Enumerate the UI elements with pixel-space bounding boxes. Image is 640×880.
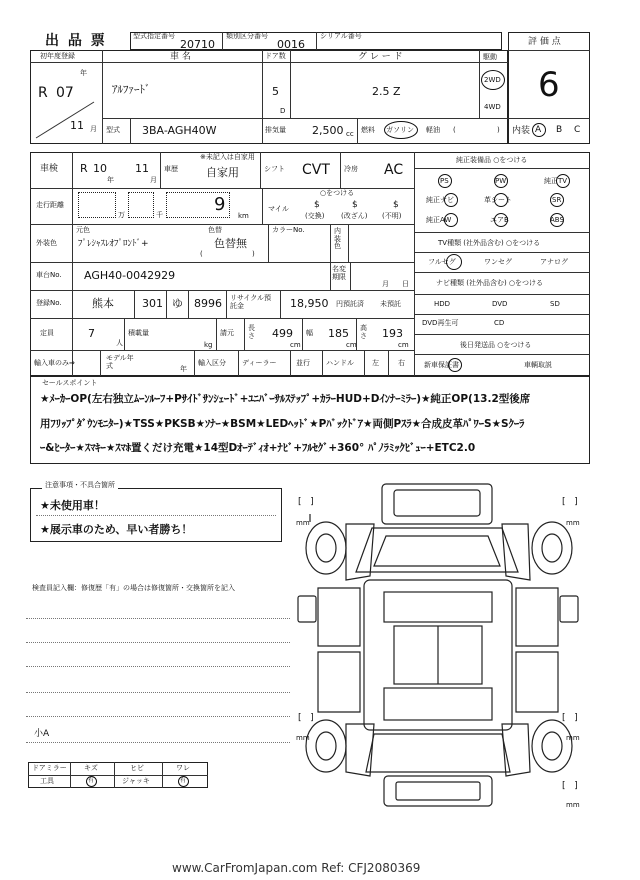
first-reg-era: R — [38, 85, 48, 101]
diagram-mm-fl: mm — [296, 519, 310, 527]
note-line-1: ★未使用車！ — [40, 499, 105, 512]
mileage-man: 万 — [118, 211, 125, 219]
capacity-unit: 人 — [116, 339, 123, 347]
footer-watermark: www.CarFromJapan.com Ref: CFJ2080369 — [172, 861, 421, 875]
diagram-mm-rr: mm — [566, 734, 580, 742]
inspector-note: 小A — [34, 729, 50, 739]
category-label: 類別区分番号 — [226, 32, 268, 40]
docs-label: 後日発送品 ○をつける — [460, 341, 532, 349]
equip-oem-tv: 純正TV — [544, 177, 568, 185]
reg-area: 熊本 — [92, 297, 114, 310]
interior-grade-c: C — [574, 125, 581, 135]
mileage-sen: 千 — [156, 211, 163, 219]
import-dealer: ディーラー — [242, 359, 277, 367]
first-reg-label: 初年度登録 — [40, 52, 75, 60]
diagram-mm-spare: mm — [566, 801, 580, 809]
color-no-label: カラーNo. — [272, 226, 305, 234]
color-code-label: 色替 — [208, 226, 222, 234]
length-value: 499 — [272, 327, 293, 340]
mileage-unknown: (不明) — [382, 212, 402, 220]
model-label: 型式 — [106, 126, 120, 134]
equip-sr: SR — [552, 196, 562, 204]
legend-jack-yes: 有 — [180, 777, 187, 784]
drive-4wd: 4WD — [484, 103, 501, 111]
grade-label: グ レ ー ド — [358, 52, 403, 62]
width-label: 幅 — [306, 329, 313, 337]
name-change-month: 月 — [382, 280, 389, 288]
car-name: ｱﾙﾌｧｰﾄﾞ — [112, 83, 151, 96]
first-reg-year-unit: 年 — [80, 69, 87, 77]
navi-sd: SD — [550, 300, 560, 308]
chassis-number: AGH40-0042929 — [84, 269, 176, 282]
model-year-unit: 年 — [180, 365, 187, 373]
width-value: 185 — [328, 327, 349, 340]
navi-cd: CD — [494, 319, 505, 327]
inspection-era: R — [80, 162, 88, 175]
interior-color-label: 内装色 — [334, 227, 341, 251]
claim-label: 請元 — [220, 329, 234, 337]
grade-value: 2.5 Z — [372, 85, 401, 98]
reg-number: 8996 — [194, 297, 222, 310]
doors-label: ドア数 — [265, 52, 286, 60]
recycle-unpaid: 未預託 — [380, 300, 401, 308]
sheet-title: 出 品 票 — [45, 33, 107, 49]
load-unit: kg — [204, 341, 213, 349]
navi-dvd-play: DVD再生可 — [422, 319, 459, 327]
legend-scratch: キズ — [84, 764, 98, 772]
diagram-bracket-rr: [ ] — [562, 713, 578, 723]
tv-fullseg: フルセグ — [428, 258, 456, 266]
score-value: 6 — [538, 65, 560, 105]
length-label: 長さ — [248, 324, 255, 340]
doors-value: 5 — [272, 85, 279, 98]
chassis-label: 車台No. — [36, 271, 62, 279]
diagram-bracket-fl: [ ] — [298, 497, 314, 507]
diagram-mm-rl: mm — [296, 734, 310, 742]
handle-right: 右 — [398, 359, 405, 367]
name-change-label: 名変期限 — [332, 265, 346, 281]
model-code: 3BA-AGH40W — [142, 124, 217, 137]
color-label: 外装色 — [36, 239, 57, 247]
legend-crack: ヒビ — [130, 764, 144, 772]
diagram-bracket-spare: [ ] — [562, 781, 578, 791]
reg-class: 301 — [142, 297, 163, 310]
mileage-value: 9 — [214, 194, 226, 215]
shift-value: CVT — [302, 162, 330, 178]
navi-hdd: HDD — [434, 300, 451, 308]
fuel-label: 燃料 — [361, 126, 375, 134]
height-label: 高さ — [360, 324, 367, 340]
handle-label: ハンドル — [326, 359, 354, 367]
length-unit: cm — [290, 341, 301, 349]
handle-left: 左 — [372, 359, 379, 367]
inspector-label: 検査員記入欄：修復歴「有」の場合は修復箇所・交換箇所を記入 — [32, 584, 235, 592]
sales-line-3: ｰ&ﾋｰﾀｰ★ｽﾏｷｰ★ｽﾏﾎ置くだけ充電★14型Dｵｰﾃﾞｨｵ+ﾅﾋﾞ+ﾌﾙｾｸﾞ+360° ﾊﾟﾉﾗﾐｯｸﾋﾞｭｰ+ETC2.0 — [40, 442, 476, 454]
oem-equipment-label: 純正装備品 ○をつける — [456, 156, 528, 164]
notes-label: 注意事項・不具合箇所 — [42, 482, 118, 489]
inspection-month-unit: 月 — [150, 176, 157, 184]
equip-ps: PS — [440, 177, 449, 185]
navi-dvd: DVD — [492, 300, 508, 308]
equip-oem-navi: 純正ナビ — [426, 196, 454, 204]
car-name-label: 車 名 — [170, 52, 191, 62]
legend-tools-yes: 有 — [88, 777, 95, 784]
inspection-month: 11 — [135, 162, 149, 175]
docs-warranty: 新車保証書 — [424, 361, 459, 369]
legend-tools: 工具 — [40, 777, 54, 785]
interior-grade-a: A — [535, 125, 542, 135]
sales-points-label: セールスポイント — [42, 379, 98, 387]
inspection-year-unit: 年 — [107, 176, 114, 184]
shift-label: シフト — [264, 165, 285, 173]
diagram-bracket-fr: [ ] — [562, 497, 578, 507]
docs-manual: 車輌取説 — [524, 361, 552, 369]
diagram-bracket-rl: [ ] — [298, 713, 314, 723]
fuel-value: ガソリン — [386, 126, 414, 134]
history-value: 自家用 — [206, 166, 239, 179]
first-reg-year: 07 — [56, 85, 74, 101]
equip-airbag: エアB — [490, 216, 509, 224]
interior-label: 内装 — [512, 126, 531, 136]
type-cert-label: 型式指定番号 — [133, 32, 175, 40]
recycle-label: リサイクル預託金 — [230, 294, 272, 311]
height-unit: cm — [398, 341, 409, 349]
mileage-circle-note: ○をつける — [320, 189, 355, 197]
capacity-label: 定員 — [40, 329, 54, 337]
width-unit: cm — [346, 341, 357, 349]
color-changed: 色替無 — [214, 237, 247, 250]
score-label: 評 価 点 — [528, 37, 561, 47]
equip-abs: ABS — [550, 216, 564, 224]
drive-2wd: 2WD — [484, 76, 501, 84]
equip-pw: PW — [495, 177, 507, 185]
tv-oneseg: ワンセグ — [484, 258, 512, 266]
equip-leather: 革シート — [484, 196, 512, 204]
ac-label: 冷房 — [344, 165, 358, 173]
displacement-label: 排気量 — [265, 126, 286, 134]
serial-label: シリアル番号 — [320, 32, 362, 40]
tv-analog: アナログ — [540, 258, 568, 266]
import-category-label: 輸入区分 — [198, 359, 226, 367]
original-color: ﾌﾟﾚｼｬｽﾚｵﾌﾟﾛﾝﾄﾞ+ — [78, 239, 149, 249]
recycle-unit: 円預託済 — [336, 300, 364, 308]
legend-door-mirror: ドアミラー — [32, 764, 67, 772]
first-reg-month-unit: 月 — [90, 125, 97, 133]
mileage-unit: km — [238, 212, 249, 220]
mileage-exchanged: (交換) — [305, 212, 325, 220]
door-type: D — [280, 107, 286, 115]
legend-jack: ジャッキ — [122, 777, 150, 785]
legend-break: ワレ — [176, 764, 190, 772]
import-parallel: 並行 — [296, 359, 310, 367]
sales-line-1: ★ﾒｰｶｰOP(左右独立ﾑｰﾝﾙｰﾌ+Pｻｲﾄﾞｻﾝｼｪｰﾄﾞ+ﾕﾆﾊﾞｰｻﾙｽﾃｯﾌﾟ+ｶﾗｰHUD+Dｲﾝﾅｰﾐﾗｰ)★純正OP(13.2型後席 — [40, 393, 531, 405]
tv-type-label: TV種類 (社外品含む) ○をつける — [438, 239, 541, 247]
inspection-label: 車検 — [40, 164, 59, 174]
mileage-label: 走行距離 — [36, 201, 64, 209]
category-value: 0016 — [277, 38, 305, 51]
original-color-label: 元色 — [76, 226, 90, 234]
first-reg-month: 11 — [70, 119, 84, 132]
displacement-unit: cc — [346, 130, 354, 138]
note-line-2: ★展示車のため、早い者勝ち！ — [40, 523, 193, 536]
drive-label: 駆動 — [483, 53, 497, 61]
model-year-label: モデル年式 — [106, 354, 134, 371]
displacement-value: 2,500 — [312, 124, 344, 137]
mile-label: マイル — [268, 205, 289, 213]
car-damage-diagram — [290, 476, 590, 816]
history-label: 車歴 — [164, 165, 178, 173]
fuel-diesel: 軽油 — [426, 126, 440, 134]
diagram-mm-fr: mm — [566, 519, 580, 527]
type-cert-value: 20710 — [180, 38, 215, 51]
history-note: ※未記入は自家用 — [200, 153, 255, 161]
recycle-amount: 18,950 — [290, 297, 329, 310]
load-label: 積載量 — [128, 329, 149, 337]
reg-kana: ゆ — [172, 297, 183, 310]
ac-value: AC — [384, 162, 404, 178]
equip-oem-aw: 純正AW — [426, 216, 452, 224]
registration-label: 登録No. — [36, 299, 62, 307]
height-value: 193 — [382, 327, 403, 340]
import-label: 輸入車のみ⇒ — [34, 359, 75, 367]
sales-line-2: 用ﾌﾘｯﾌﾟﾀﾞｳﾝﾓﾆﾀｰ)★TSS★PKSB★ｿﾅｰ★BSM★LEDﾍｯﾄﾞ★Pﾊﾞｯｸﾄﾞｱ★両側Pｽﾗ★合成皮革ﾊﾟﾜｰS★Sｸｰﾗ — [40, 418, 525, 430]
mileage-tampered: (改ざん) — [341, 212, 368, 220]
interior-grade-b: B — [556, 125, 563, 135]
name-change-day: 日 — [402, 280, 409, 288]
navi-type-label: ナビ種類 (社外品含む) ○をつける — [436, 279, 544, 287]
capacity-value: 7 — [88, 327, 95, 340]
inspection-year: 10 — [93, 162, 107, 175]
